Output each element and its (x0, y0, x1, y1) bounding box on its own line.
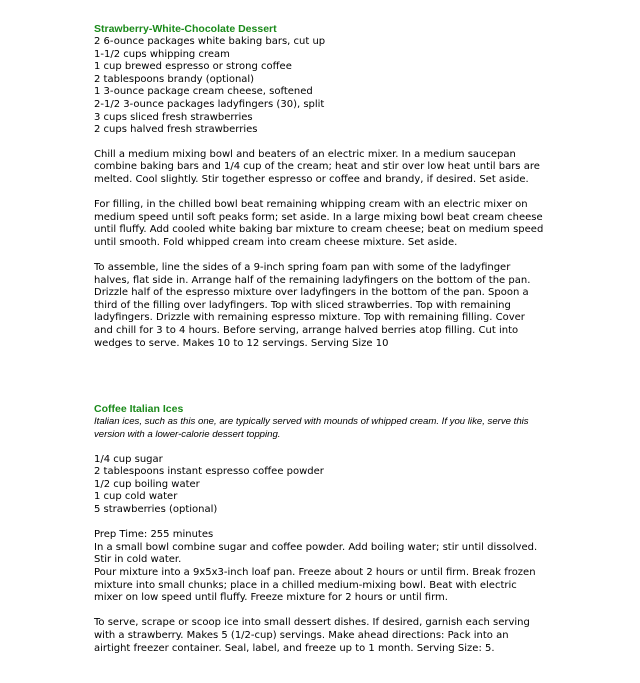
ingredient-item: 2-1/2 3-ounce packages ladyfingers (30), split (94, 98, 325, 110)
recipe-strawberry-dessert (94, 22, 546, 350)
recipe-intro: Italian ices, such as this one, are typically served with mounds of whipped cream. If you like, serve this version with a lower-calorie dessert topping. (94, 416, 529, 440)
ingredient-item: 3 cups sliced fresh strawberries (94, 111, 253, 123)
ingredient-item: 2 tablespoons instant espresso coffee powder (94, 466, 324, 478)
direction-paragraph: Chill a medium mixing bowl and beaters of an electric mixer. In a medium saucepan combine baking bars and 1/4 cup of the cream; heat and stir over low heat until bars are melted. Cool slightly. Stir together espresso or coffee and brandy, if desired. Set aside. (94, 148, 540, 185)
direction-paragraph: For filling, in the chilled bowl beat remaining whipping cream with an electric mixer on medium speed until soft peaks form; set aside. In a large mixing bowl beat cream cheese until fluffy. Add cooled white baking bar mixture to cream cheese; beat on medium speed until smooth. Fold whipped cream into cream cheese mixture. Set aside. (94, 199, 544, 248)
ingredient-item: 2 cups halved fresh strawberries (94, 124, 258, 136)
direction-paragraph: In a small bowl combine sugar and coffee powder. Add boiling water; stir until dissolved. Stir in cold water. (94, 541, 538, 566)
ingredient-item: 1 3-ounce package cream cheese, softened (94, 86, 313, 98)
ingredient-item: 1/2 cup boiling water (94, 478, 200, 490)
direction-paragraph: To assemble, line the sides of a 9-inch spring foam pan with some of the ladyfinger halves, flat side in. Arrange half of the remaining ladyfingers on the bottom of the pan. Drizzle half of the espresso mixture over ladyfingers in the bottom of the pan. Spoon a third of the filling over ladyfingers. Top with sliced strawberries. Top with remaining ladyfingers. Drizzle with remaining espresso mixture. Top with remaining filling. Cover and chill for 3 to 4 hours. Before serving, arrange halved berries atop filling. Cut into wedges to serve. Makes 10 to 12 servings. Serving Size 10 (94, 262, 531, 349)
ingredient-item: 1-1/2 cups whipping cream (94, 48, 230, 60)
ingredient-list (94, 454, 546, 517)
recipe-title: Coffee Italian Ices (94, 403, 184, 415)
ingredient-item: 5 strawberries (optional) (94, 503, 218, 515)
direction-paragraph: Pour mixture into a 9x5x3-inch loaf pan. Freeze about 2 hours or until firm. Break frozen mixture into small chunks; place in a chilled medium-mixing bowl. Beat with electric mixer on low speed until fluffy. Freeze mixture for 2 hours or until firm. (94, 566, 536, 604)
ingredient-item: 1 cup cold water (94, 491, 178, 503)
ingredient-list (94, 36, 546, 137)
prep-time: Prep Time: 255 minutes (94, 529, 214, 541)
recipe-coffee-ices (94, 402, 546, 655)
ingredient-item: 1/4 cup sugar (94, 453, 163, 465)
ingredient-item: 2 6-ounce packages white baking bars, cut up (94, 36, 326, 47)
ingredient-item: 1 cup brewed espresso or strong coffee (94, 61, 292, 73)
ingredient-item: 2 tablespoons brandy (optional) (94, 73, 255, 85)
serving-paragraph: To serve, scrape or scoop ice into small dessert dishes. If desired, garnish each serving with a strawberry. Makes 5 (1/2-cup) servings. Make ahead directions: Pack into an airtight freezer container. Seal, label, and freeze up to 1 month. Serving Size: 5. (94, 617, 530, 654)
recipe-title: Strawberry-White-Chocolate Dessert (94, 23, 277, 35)
